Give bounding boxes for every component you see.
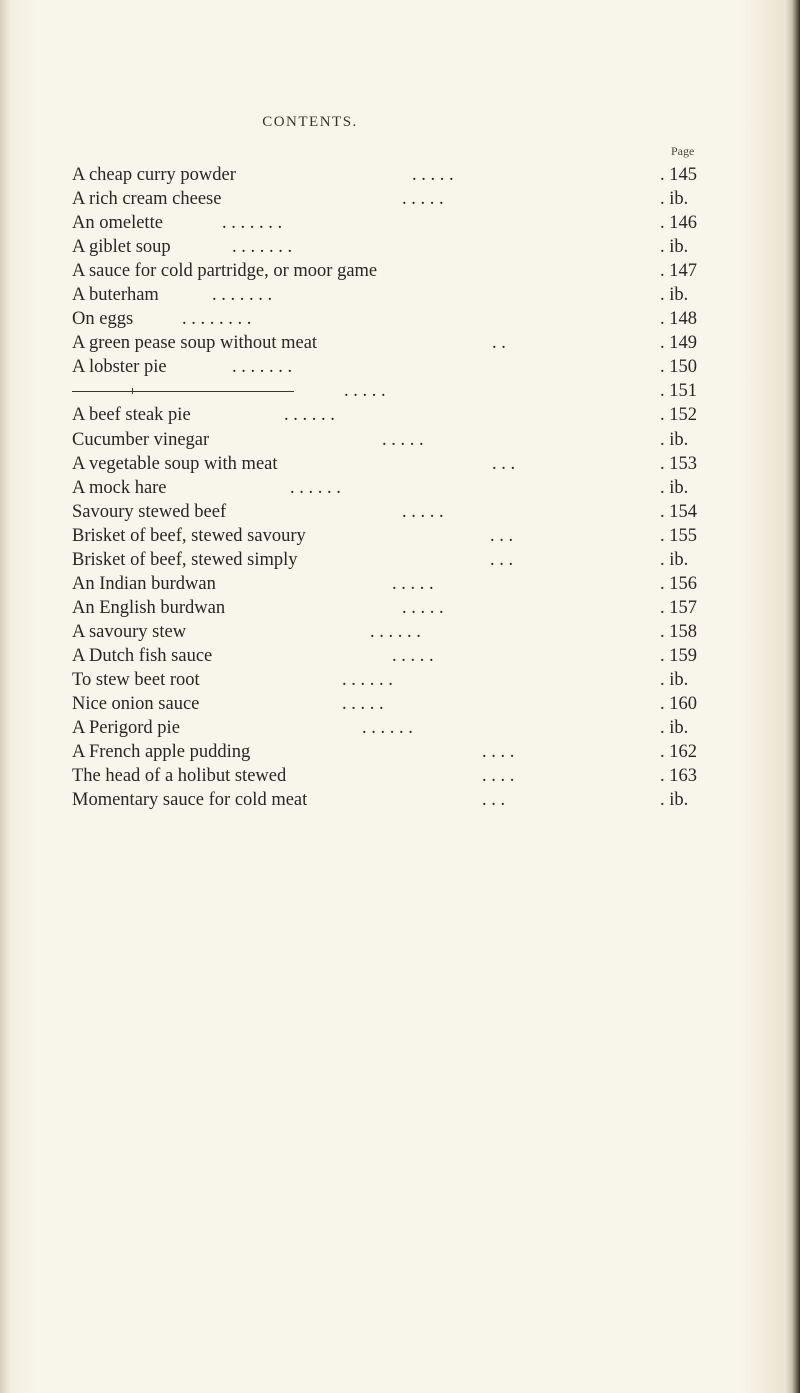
contents-entry: [72, 283, 712, 307]
entry-title: A sauce for cold partridge, or moor game: [72, 261, 378, 282]
entry-page-number: . 152: [660, 405, 697, 426]
entry-page-number: . 159: [660, 645, 697, 666]
entry-title: A savoury stew: [72, 621, 187, 642]
entry-title: A cheap curry powder: [72, 165, 236, 185]
dot-leader: . . . . . . .: [212, 285, 273, 306]
contents-entry: [72, 452, 712, 476]
dot-leader: . . .: [490, 549, 514, 570]
contents-entry: [72, 187, 712, 211]
contents-entry: [72, 716, 712, 740]
entry-page-number: . ib.: [660, 718, 689, 739]
entry-title: A giblet soup: [72, 237, 171, 258]
contents-entry: [72, 379, 712, 403]
contents-entry: [72, 788, 712, 812]
contents-entry: [72, 211, 712, 235]
entry-page-number: . ib.: [660, 189, 689, 210]
entry-title: An omelette: [72, 213, 163, 234]
contents-heading: CONTENTS.: [262, 114, 358, 130]
entry-title: A vegetable soup with meat: [72, 453, 278, 474]
contents-entry: [72, 331, 712, 355]
dot-leader: . . . . .: [402, 501, 444, 522]
dot-leader: . . .: [482, 790, 506, 811]
dot-leader: . . . . . .: [362, 718, 413, 739]
contents-list: [72, 163, 712, 812]
dot-leader: . . . . . . .: [232, 357, 293, 378]
entry-page-number: . 158: [660, 621, 697, 642]
contents-entry: [72, 668, 712, 692]
entry-title: A green pease soup without meat: [72, 333, 318, 354]
page-gutter: [0, 0, 10, 1393]
dot-leader: . . . . .: [402, 597, 444, 618]
contents-entry: [72, 620, 712, 644]
dot-leader: . . . . . .: [290, 477, 341, 498]
entry-title: A rich cream cheese: [72, 189, 222, 210]
contents-entry: [72, 644, 712, 668]
entry-page-number: . 150: [660, 357, 697, 378]
contents-entry: [72, 596, 712, 620]
entry-page-number: . ib.: [660, 790, 689, 811]
contents-entry: [72, 500, 712, 524]
entry-title: A lobster pie: [72, 357, 167, 378]
entry-title: Brisket of beef, stewed simply: [72, 549, 298, 570]
contents-entry: [72, 764, 712, 788]
entry-title: An Indian burdwan: [72, 573, 216, 594]
dot-leader: . . . .: [482, 766, 515, 787]
dot-leader: . . . . .: [392, 645, 434, 666]
entry-page-number: . ib.: [660, 285, 689, 306]
entry-page-number: . 153: [660, 453, 697, 474]
dot-leader: . . . . .: [344, 381, 386, 402]
ditto-rule: [72, 391, 294, 392]
contents-entry: [72, 692, 712, 716]
entry-page-number: . ib.: [660, 429, 689, 450]
entry-title: A Perigord pie: [72, 718, 180, 739]
contents-entry: [72, 524, 712, 548]
contents-entry: [72, 355, 712, 379]
dot-leader: . . . .: [482, 742, 515, 763]
entry-page-number: . 162: [660, 742, 697, 763]
contents-entry: [72, 163, 712, 187]
entry-page-number: . 160: [660, 694, 697, 715]
dot-leader: . . . . . .: [284, 405, 335, 426]
entry-title: The head of a holibut stewed: [72, 766, 287, 787]
dot-leader: . . . . . . .: [232, 237, 293, 258]
contents-entry: [72, 428, 712, 452]
entry-page-number: . 147: [660, 261, 697, 282]
dot-leader: . . . . .: [342, 694, 384, 715]
entry-page-number: . 156: [660, 573, 697, 594]
entry-title: Brisket of beef, stewed savoury: [72, 525, 306, 546]
entry-title: To stew beet root: [72, 669, 200, 690]
entry-page-number: . ib.: [660, 237, 689, 258]
contents-entry: [72, 307, 712, 331]
dot-leader: . . .: [492, 453, 516, 474]
entry-title: A Dutch fish sauce: [72, 645, 213, 666]
dot-leader: . . . . . .: [370, 621, 421, 642]
contents-entry: [72, 235, 712, 259]
dot-leader: . . . . .: [412, 165, 454, 185]
dot-leader: . . . . . .: [342, 669, 393, 690]
entry-title: A French apple pudding: [72, 742, 251, 763]
page-column-label: Page: [671, 144, 695, 158]
entry-title: On eggs: [72, 309, 134, 330]
dot-leader: . . . . . . . .: [182, 309, 252, 330]
entry-title: Momentary sauce for cold meat: [72, 790, 308, 811]
dot-leader: . . . . .: [382, 429, 424, 450]
entry-page-number: . 154: [660, 501, 697, 522]
entry-title: A mock hare: [72, 477, 167, 498]
entry-page-number: . ib.: [660, 669, 689, 690]
entry-page-number: . 146: [660, 213, 697, 234]
entry-title: Cucumber vinegar: [72, 429, 210, 450]
contents-entry: [72, 572, 712, 596]
dot-leader: . . . . .: [392, 573, 434, 594]
entry-page-number: . ib.: [660, 549, 689, 570]
entry-page-number: . 145: [660, 165, 697, 185]
entry-page-number: . 157: [660, 597, 697, 618]
dot-leader: . . . . .: [402, 189, 444, 210]
contents-entry: [72, 403, 712, 427]
entry-page-number: . 148: [660, 309, 697, 330]
contents-entry: [72, 740, 712, 764]
entry-page-number: . 163: [660, 766, 697, 787]
entry-title: Savoury stewed beef: [72, 501, 227, 522]
entry-title: A buterham: [72, 285, 159, 306]
dot-leader: . . . . . . .: [222, 213, 283, 234]
contents-entry: [72, 548, 712, 572]
entry-title: Nice onion sauce: [72, 694, 200, 715]
entry-title: A beef steak pie: [72, 405, 191, 426]
dot-leader: . .: [492, 333, 506, 354]
contents-entry: [72, 259, 712, 283]
entry-title: An English burdwan: [72, 597, 226, 618]
contents-entry: [72, 476, 712, 500]
entry-page-number: . 151: [660, 381, 697, 402]
dot-leader: . . .: [490, 525, 514, 546]
entry-page-number: . 155: [660, 525, 697, 546]
entry-page-number: . ib.: [660, 477, 689, 498]
entry-page-number: . 149: [660, 333, 697, 354]
